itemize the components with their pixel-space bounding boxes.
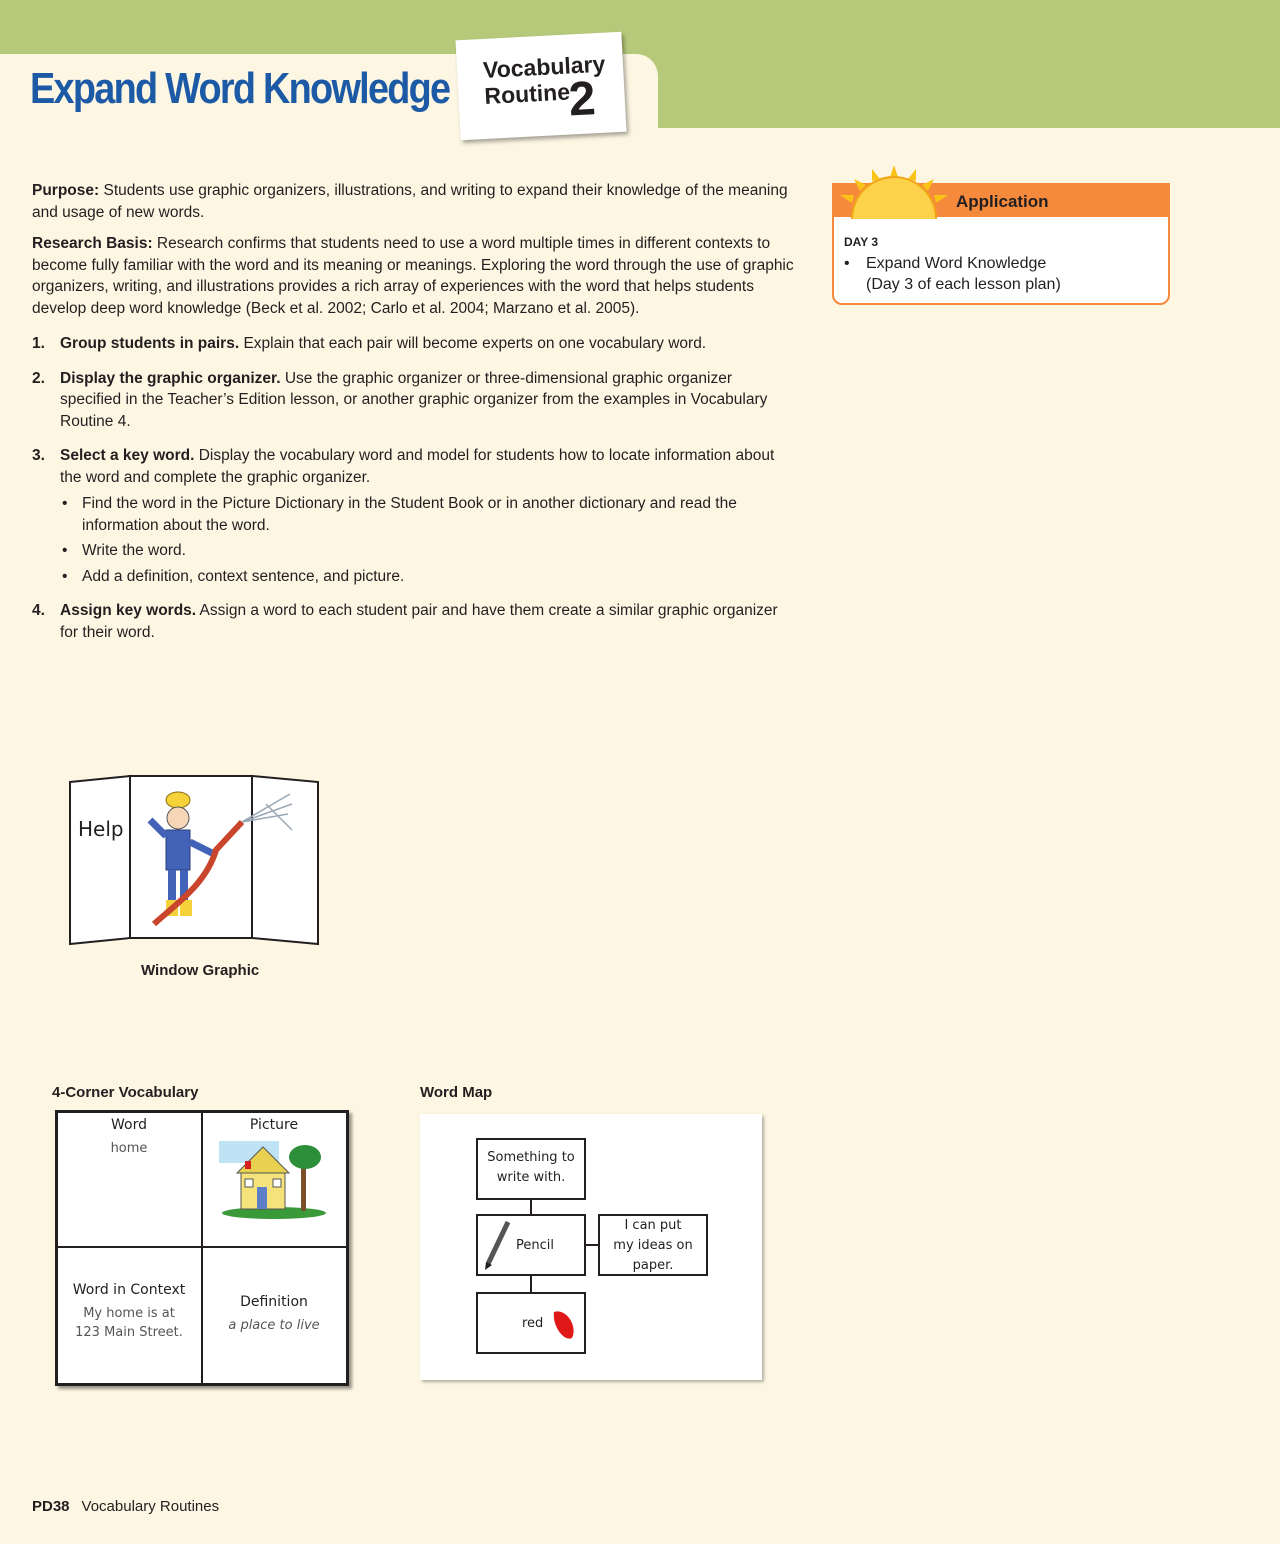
step-title: Select a key word. — [60, 447, 195, 464]
routine-tag — [455, 32, 626, 141]
application-day: DAY 3 — [844, 235, 879, 249]
research-text: Research confirms that students need to use a word multiple times in different contexts to become fully familiar with the word and its meaning or meanings. Exploring the word through the use of graphic organizers, writing, and illustrations provides a rich array of experiences with the word that helps students develop deep word knowledge (Beck et al. 2002; Carlo et al. 2004; Marzano et al. 2005). — [32, 235, 794, 317]
step-2 — [32, 368, 794, 433]
use-line2: my ideas on — [613, 1238, 693, 1253]
definition-value: a place to live — [228, 1318, 320, 1333]
step-number: 4. — [32, 602, 45, 619]
word-value: home — [110, 1141, 148, 1156]
page-number: PD38 — [32, 1498, 70, 1515]
application-title: Application — [956, 192, 1049, 211]
application-item-line1: Expand Word Knowledge — [866, 255, 1047, 272]
definition-line2: write with. — [496, 1170, 566, 1185]
application-item-line2: (Day 3 of each lesson plan) — [866, 276, 1061, 293]
bullet-text: Find the word in the Picture Dictionary in the Student Book or in another dictionary and read the information about the word. — [82, 495, 737, 534]
use-line3: paper. — [632, 1258, 674, 1273]
step-3-bullets — [60, 493, 794, 587]
definition-cell — [203, 1250, 345, 1382]
routine-number: 2 — [567, 72, 597, 127]
window-graphic — [66, 774, 326, 950]
page-title: Expand Word Knowledge — [30, 64, 450, 113]
attribute-word: red — [522, 1316, 544, 1331]
routine-tag-line2: Routine — [483, 78, 571, 109]
bullet-item — [60, 540, 794, 562]
window-label: Help — [78, 817, 124, 841]
word-cell — [58, 1117, 200, 1249]
step-number: 3. — [32, 447, 45, 464]
footer — [32, 1498, 219, 1515]
step-number: 1. — [32, 335, 45, 352]
word-map — [420, 1114, 762, 1380]
red-paint-icon — [550, 1306, 580, 1342]
step-number: 2. — [32, 369, 45, 387]
word-map-use-box — [598, 1214, 708, 1276]
bullet-item — [60, 566, 794, 588]
bullet-text: Add a definition, context sentence, and picture. — [82, 567, 405, 585]
step-1 — [32, 333, 794, 355]
steps-list — [32, 333, 794, 643]
pencil-icon — [482, 1218, 512, 1270]
purpose-label: Purpose: — [32, 182, 100, 199]
connector — [530, 1198, 532, 1214]
bullet-text: Write the word. — [82, 542, 186, 559]
step-text: Explain that each pair will become experts on one vocabulary word. — [239, 335, 707, 352]
window-right-panel — [252, 776, 318, 944]
step-4 — [32, 600, 794, 643]
word-map-caption: Word Map — [420, 1084, 493, 1101]
definition-label: Definition — [240, 1294, 308, 1310]
center-word: Pencil — [516, 1238, 554, 1253]
bullet-dot: • — [62, 567, 68, 585]
sun-icon — [834, 163, 954, 219]
application-item — [844, 253, 1061, 295]
bullet-dot: • — [844, 255, 850, 272]
use-line1: I can put — [624, 1218, 682, 1233]
house-icon — [219, 1137, 329, 1219]
word-label: Word — [111, 1117, 147, 1133]
research-label: Research Basis: — [32, 235, 153, 252]
research-paragraph — [32, 233, 794, 319]
step-text: Assign a word to each student pair and have them create a similar graphic organizer for their word. — [60, 602, 778, 641]
application-box — [832, 183, 1170, 305]
word-map-definition-box — [476, 1138, 586, 1200]
routine-tag-line1: Vocabulary — [482, 50, 606, 83]
purpose-paragraph — [32, 180, 794, 223]
definition-line1: Something to — [487, 1150, 575, 1165]
four-corner-caption: 4-Corner Vocabulary — [52, 1084, 199, 1101]
step-title: Display the graphic organizer. — [60, 369, 281, 387]
step-title: Assign key words. — [60, 602, 197, 619]
bullet-item — [60, 493, 794, 536]
connector — [530, 1274, 532, 1292]
picture-label: Picture — [249, 1117, 299, 1133]
context-line1: My home is at — [83, 1306, 175, 1321]
step-title: Group students in pairs. — [60, 335, 240, 352]
word-map-attribute-box — [476, 1292, 586, 1354]
step-3 — [32, 445, 794, 587]
picture-cell — [203, 1117, 345, 1249]
context-cell — [58, 1250, 200, 1382]
context-label: Word in Context — [72, 1282, 186, 1298]
window-graphic-caption: Window Graphic — [141, 962, 260, 979]
body-text — [32, 180, 794, 656]
bullet-dot: • — [62, 542, 68, 559]
window-left-panel — [70, 776, 130, 944]
context-line2: 123 Main Street. — [75, 1325, 183, 1340]
step-text: Use the graphic organizer or three-dimensional graphic organizer specified in the Teacher’s Edition lesson, or another graphic organizer from the examples in Vocabulary Routine 4. — [60, 369, 768, 430]
step-text: Display the vocabulary word and model for students how to locate information about the word and complete the graphic organizer. — [60, 447, 775, 486]
word-map-center-box — [476, 1214, 586, 1276]
bullet-dot: • — [62, 495, 68, 512]
four-corner-chart — [55, 1110, 349, 1386]
purpose-text: Students use graphic organizers, illustrations, and writing to expand their knowledge of the meaning and usage of new words. — [32, 182, 788, 221]
section-name: Vocabulary Routines — [81, 1498, 220, 1515]
